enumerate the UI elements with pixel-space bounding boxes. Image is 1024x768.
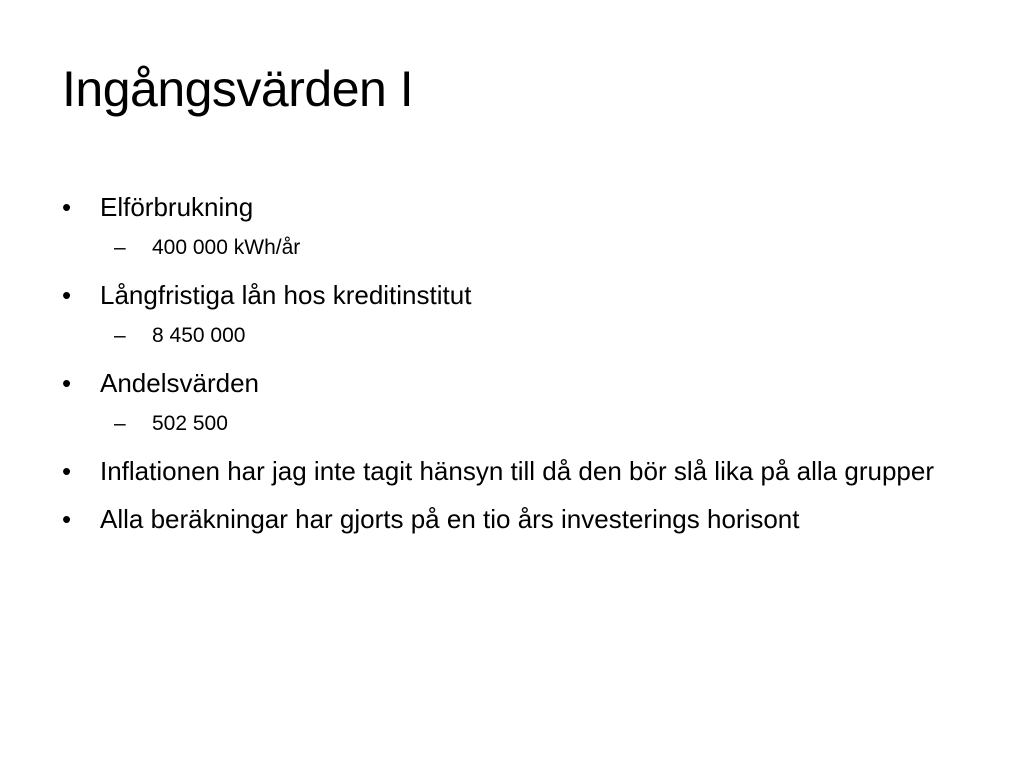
bullet-text: Elförbrukning bbox=[100, 192, 254, 222]
sub-list bbox=[100, 404, 962, 444]
bullet-item-andelsvarden bbox=[62, 362, 962, 444]
bullet-icon: • bbox=[62, 280, 72, 310]
sub-list bbox=[100, 228, 962, 268]
sub-text: 502 500 bbox=[152, 412, 228, 435]
sub-text: 400 000 kWh/år bbox=[152, 236, 301, 259]
bullet-icon: • bbox=[62, 368, 72, 398]
bullet-item-berakningar bbox=[62, 498, 962, 540]
sub-list bbox=[100, 316, 962, 356]
dash-icon: – bbox=[114, 412, 126, 435]
bullet-item-lan bbox=[62, 274, 962, 356]
bullet-text: Andelsvärden bbox=[100, 368, 259, 398]
bullet-icon: • bbox=[62, 504, 72, 534]
bullet-item-elforbrukning bbox=[62, 186, 962, 268]
slide-title: Ingångsvärden I bbox=[62, 61, 414, 117]
dash-icon: – bbox=[114, 236, 126, 259]
sub-item bbox=[107, 228, 962, 268]
bullet-icon: • bbox=[62, 456, 72, 486]
dash-icon: – bbox=[114, 324, 126, 347]
sub-item bbox=[107, 316, 962, 356]
bullet-list bbox=[62, 186, 962, 546]
bullet-item-inflation bbox=[62, 450, 962, 492]
bullet-icon: • bbox=[62, 192, 72, 222]
sub-item bbox=[107, 404, 962, 444]
sub-text: 8 450 000 bbox=[152, 324, 246, 347]
bullet-text: Alla beräkningar har gjorts på en tio års investerings horisont bbox=[100, 504, 800, 534]
bullet-text: Inflationen har jag inte tagit hänsyn till då den bör slå lika på alla grupper bbox=[100, 456, 934, 486]
bullet-text: Långfristiga lån hos kreditinstitut bbox=[100, 280, 472, 310]
